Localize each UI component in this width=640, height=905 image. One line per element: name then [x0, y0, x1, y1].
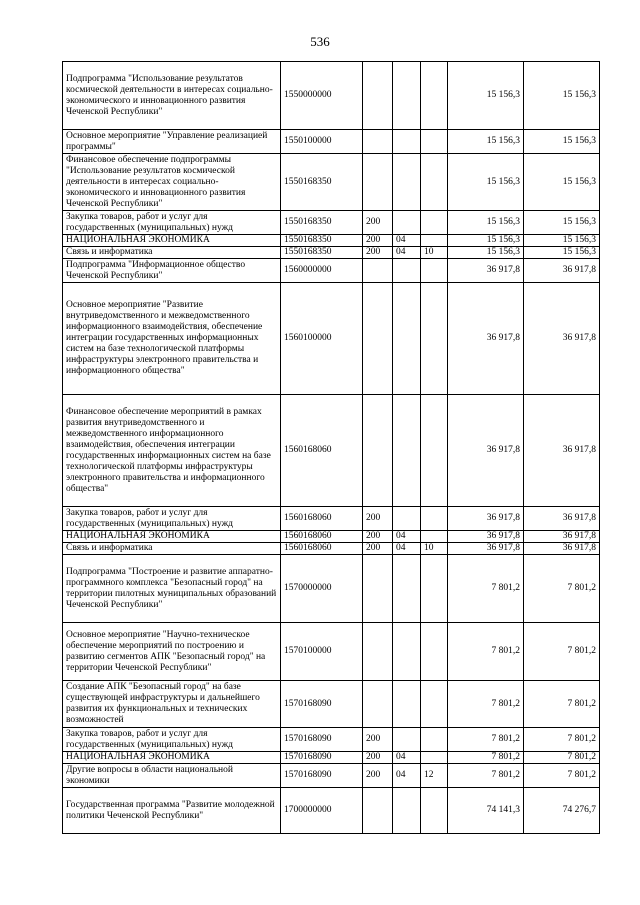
section [393, 681, 421, 728]
expense-type: 200 [363, 235, 393, 247]
subsection [421, 211, 448, 235]
row-name: Связь и информатика [63, 543, 281, 555]
target-code: 1560000000 [281, 259, 363, 283]
amount-1: 15 156,3 [448, 247, 524, 259]
amount-2: 36 917,8 [524, 283, 600, 395]
section: 04 [393, 764, 421, 788]
target-code: 1570168090 [281, 752, 363, 764]
row-name: Подпрограмма "Построение и развитие аппаратно-программного комплекса "Безопасный город" на территории пилотных муниципальных образований Чеченской Республики" [63, 555, 281, 623]
row-name: Основное мероприятие "Развитие внутриведомственного и межведомственного информационного взаимодействия, обеспечение интеграции государственных информационных систем на базе технологической платформы инфраструктуры электронного правительства и информационного общества" [63, 283, 281, 395]
expense-type: 200 [363, 211, 393, 235]
amount-2: 7 801,2 [524, 623, 600, 681]
amount-2: 15 156,3 [524, 247, 600, 259]
subsection: 12 [421, 764, 448, 788]
amount-2: 15 156,3 [524, 154, 600, 211]
row-name: Закупка товаров, работ и услуг для государственных (муниципальных) нужд [63, 211, 281, 235]
amount-1: 7 801,2 [448, 752, 524, 764]
row-name: Закупка товаров, работ и услуг для государственных (муниципальных) нужд [63, 507, 281, 531]
section [393, 623, 421, 681]
row-name: Основное мероприятие "Научно-техническое обеспечение мероприятий по построению и развитию сегментов АПК "Безопасный город" на территории Чеченской Республики" [63, 623, 281, 681]
amount-2: 15 156,3 [524, 235, 600, 247]
target-code: 1570100000 [281, 623, 363, 681]
table-row [63, 788, 600, 834]
table-row [63, 507, 600, 531]
row-name: Закупка товаров, работ и услуг для государственных (муниципальных) нужд [63, 728, 281, 752]
subsection [421, 788, 448, 834]
target-code: 1550168350 [281, 235, 363, 247]
subsection [421, 283, 448, 395]
subsection [421, 555, 448, 623]
target-code: 1700000000 [281, 788, 363, 834]
subsection [421, 154, 448, 211]
expense-type [363, 259, 393, 283]
target-code: 1560100000 [281, 283, 363, 395]
amount-1: 36 917,8 [448, 283, 524, 395]
target-code: 1550168350 [281, 154, 363, 211]
section [393, 283, 421, 395]
target-code: 1570168090 [281, 728, 363, 752]
subsection [421, 130, 448, 154]
target-code: 1570168090 [281, 764, 363, 788]
section [393, 62, 421, 130]
target-code: 1560168060 [281, 395, 363, 507]
expense-type [363, 681, 393, 728]
table-row [63, 681, 600, 728]
expense-type: 200 [363, 752, 393, 764]
row-name: Подпрограмма "Использование результатов космической деятельности в интересах социально-экономического и инновационного развития Чеченской Республики" [63, 62, 281, 130]
section: 04 [393, 247, 421, 259]
section [393, 728, 421, 752]
section: 04 [393, 543, 421, 555]
expense-type: 200 [363, 728, 393, 752]
target-code: 1560168060 [281, 543, 363, 555]
expense-type: 200 [363, 543, 393, 555]
section [393, 154, 421, 211]
row-name: НАЦИОНАЛЬНАЯ ЭКОНОМИКА [63, 531, 281, 543]
row-name: Основное мероприятие "Управление реализацией программы" [63, 130, 281, 154]
amount-1: 7 801,2 [448, 623, 524, 681]
amount-1: 7 801,2 [448, 764, 524, 788]
subsection [421, 531, 448, 543]
target-code: 1570168090 [281, 681, 363, 728]
table-row [63, 395, 600, 507]
section [393, 788, 421, 834]
budget-table [62, 61, 600, 834]
subsection [421, 728, 448, 752]
expense-type: 200 [363, 531, 393, 543]
table-body [63, 62, 600, 834]
row-name: Финансовое обеспечение мероприятий в рамках развития внутриведомственного и межведомственного информационного взаимодействия, обеспечения интеграции государственных информационных систем на базе технологической платформы инфраструктуры электронного правительства и информационного общества" [63, 395, 281, 507]
subsection [421, 235, 448, 247]
amount-1: 74 141,3 [448, 788, 524, 834]
subsection [421, 623, 448, 681]
row-name: Подпрограмма "Информационное общество Чеченской Республики" [63, 259, 281, 283]
amount-2: 15 156,3 [524, 62, 600, 130]
subsection: 10 [421, 543, 448, 555]
table-row [63, 62, 600, 130]
target-code: 1560168060 [281, 507, 363, 531]
row-name: Финансовое обеспечение подпрограммы "Использование результатов космической деятельности в интересах социально-экономического и инновационного развития Чеченской Республики" [63, 154, 281, 211]
row-name: НАЦИОНАЛЬНАЯ ЭКОНОМИКА [63, 235, 281, 247]
amount-1: 15 156,3 [448, 62, 524, 130]
table-row [63, 211, 600, 235]
table-row [63, 247, 600, 259]
expense-type: 200 [363, 764, 393, 788]
amount-2: 7 801,2 [524, 764, 600, 788]
table-row [63, 623, 600, 681]
amount-1: 7 801,2 [448, 681, 524, 728]
expense-type [363, 62, 393, 130]
expense-type: 200 [363, 247, 393, 259]
amount-2: 7 801,2 [524, 555, 600, 623]
expense-type [363, 154, 393, 211]
row-name: Другие вопросы в области национальной экономики [63, 764, 281, 788]
amount-2: 7 801,2 [524, 728, 600, 752]
expense-type [363, 130, 393, 154]
subsection [421, 62, 448, 130]
row-name: Создание АПК "Безопасный город" на базе существующей инфраструктуры и дальнейшего развития их функциональных и технических возможностей [63, 681, 281, 728]
amount-2: 36 917,8 [524, 395, 600, 507]
amount-1: 15 156,3 [448, 130, 524, 154]
row-name: Связь и информатика [63, 247, 281, 259]
subsection: 10 [421, 247, 448, 259]
row-name: Государственная программа "Развитие молодежной политики Чеченской Республики" [63, 788, 281, 834]
target-code: 1560168060 [281, 531, 363, 543]
target-code: 1550168350 [281, 247, 363, 259]
table-row [63, 531, 600, 543]
expense-type [363, 788, 393, 834]
amount-1: 7 801,2 [448, 728, 524, 752]
table-row [63, 728, 600, 752]
subsection [421, 395, 448, 507]
section: 04 [393, 531, 421, 543]
expense-type [363, 623, 393, 681]
subsection [421, 752, 448, 764]
expense-type [363, 555, 393, 623]
amount-2: 36 917,8 [524, 259, 600, 283]
amount-2: 7 801,2 [524, 681, 600, 728]
table-row [63, 259, 600, 283]
row-name: НАЦИОНАЛЬНАЯ ЭКОНОМИКА [63, 752, 281, 764]
amount-2: 7 801,2 [524, 752, 600, 764]
expense-type [363, 283, 393, 395]
amount-2: 15 156,3 [524, 130, 600, 154]
table-row [63, 752, 600, 764]
amount-2: 36 917,8 [524, 543, 600, 555]
section [393, 130, 421, 154]
amount-1: 36 917,8 [448, 543, 524, 555]
table-row [63, 154, 600, 211]
table-row [63, 130, 600, 154]
amount-1: 36 917,8 [448, 395, 524, 507]
amount-2: 36 917,8 [524, 531, 600, 543]
subsection [421, 681, 448, 728]
page-number: 536 [310, 34, 330, 49]
section [393, 507, 421, 531]
expense-type: 200 [363, 507, 393, 531]
subsection [421, 259, 448, 283]
amount-1: 36 917,8 [448, 259, 524, 283]
section [393, 211, 421, 235]
expense-type [363, 395, 393, 507]
target-code: 1550100000 [281, 130, 363, 154]
amount-1: 15 156,3 [448, 211, 524, 235]
amount-1: 36 917,8 [448, 531, 524, 543]
amount-2: 36 917,8 [524, 507, 600, 531]
section [393, 555, 421, 623]
section: 04 [393, 752, 421, 764]
table-row [63, 235, 600, 247]
table-row [63, 764, 600, 788]
section [393, 259, 421, 283]
table-row [63, 543, 600, 555]
target-code: 1570000000 [281, 555, 363, 623]
target-code: 1550000000 [281, 62, 363, 130]
table-row [63, 555, 600, 623]
amount-1: 7 801,2 [448, 555, 524, 623]
amount-2: 15 156,3 [524, 211, 600, 235]
subsection [421, 507, 448, 531]
section [393, 395, 421, 507]
amount-1: 15 156,3 [448, 235, 524, 247]
amount-1: 15 156,3 [448, 154, 524, 211]
table-row [63, 283, 600, 395]
target-code: 1550168350 [281, 211, 363, 235]
amount-1: 36 917,8 [448, 507, 524, 531]
section: 04 [393, 235, 421, 247]
amount-2: 74 276,7 [524, 788, 600, 834]
